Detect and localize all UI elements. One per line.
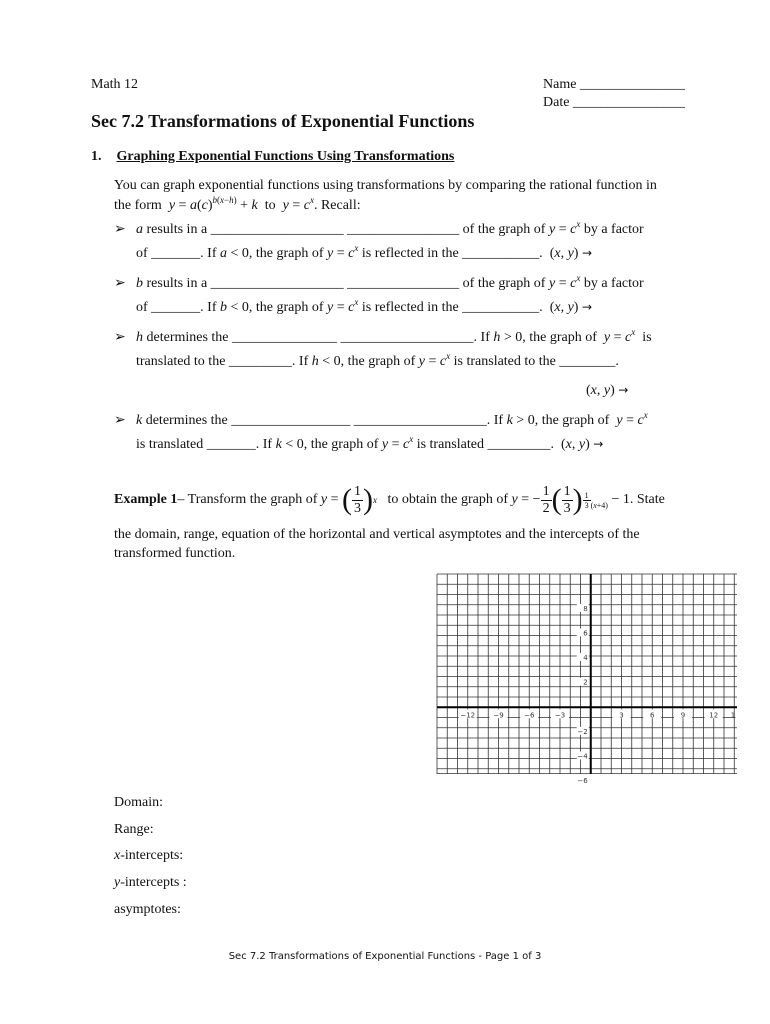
y-tick-label: 8	[583, 604, 588, 613]
x-tick-label: −3	[554, 711, 566, 720]
y-tick-label: −2	[577, 727, 588, 736]
bullet-b-marker: ➢	[114, 276, 126, 291]
example-line-2: the domain, range, equation of the horizontal and vertical asymptotes and the intercepts of the	[114, 527, 640, 542]
bullet-h-line-1: h determines the _______________ ___________________. If h > 0, the graph of $y = c^x$ is	[136, 327, 652, 345]
arrow-icon: →	[581, 246, 593, 260]
bullet-a-line-2: of _______. If a < 0, the graph of $y = c^x$ is reflected in the ___________. (x, y) →	[136, 243, 593, 261]
section-1-heading	[91, 149, 454, 165]
x-tick-label-bg	[736, 709, 754, 718]
domain-label: Domain:	[114, 795, 163, 810]
bullet-h-line-2: translated to the _________. If h < 0, the graph of $y = c^x$ is translated to the ________.	[136, 351, 619, 369]
y-tick-label: 6	[583, 629, 588, 638]
arrow-icon: →	[593, 437, 604, 451]
fraction-one-half: $\frac{1}{2}$	[542, 483, 550, 516]
x-tick-label: 3	[619, 711, 624, 720]
y-tick-label: −4	[577, 752, 588, 761]
example-1-statement: Example 1 – Transform the graph of y = ( $\frac{1}{3}$ ) x to obtain the graph of y = − $\frac{1}{2}$ ( $\frac{1}{3}$ ) $\frac{1}{3}$ (x+4) − 1. State	[114, 483, 665, 516]
y-tick-label: −6	[577, 777, 588, 786]
bullet-k-line-2: is translated _______. If k < 0, the graph of $y = c^x$ is translated _________. (x, y) →	[136, 434, 604, 452]
y-tick-label: 4	[583, 654, 588, 663]
name-field[interactable]: Name _______________	[543, 77, 685, 92]
x-intercepts-label: x-intercepts:	[114, 848, 184, 863]
course-name: Math 12	[91, 77, 139, 92]
y-tick-label: 2	[583, 678, 588, 687]
bullet-h-marker: ➢	[114, 330, 126, 345]
y-tick-labels	[577, 604, 589, 785]
range-label: Range:	[114, 822, 154, 837]
asymptotes-label: asymptotes:	[114, 902, 181, 917]
section-heading-text: Graphing Exponential Functions Using Transformations	[116, 149, 455, 164]
bullet-a-line-1: a results in a ___________________ ________________ of the graph of $y = c^x$ by a factor	[136, 219, 644, 237]
arrow-icon: →	[581, 300, 593, 314]
y-intercepts-label: y-intercepts :	[114, 875, 187, 890]
x-tick-label: −12	[460, 711, 476, 720]
fraction-one-third-b: $\frac{1}{3}$	[563, 483, 571, 516]
x-tick-label: −9	[493, 711, 504, 720]
x-tick-label: 1	[730, 711, 736, 720]
bullet-a-marker: ➢	[114, 222, 126, 237]
bullet-b-line-1: b results in a ___________________ ________________ of the graph of $y = c^x$ by a factor	[136, 273, 644, 291]
bullet-h-mapping: (x, y) →	[586, 383, 629, 398]
section-number: 1.	[91, 149, 102, 164]
page-footer: Sec 7.2 Transformations of Exponential Functions - Page 1 of 3	[228, 951, 542, 962]
x-tick-label: −6	[524, 711, 535, 720]
x-tick-label: 6	[650, 711, 655, 720]
example-label: Example 1	[114, 492, 178, 507]
example-line-3: transformed function.	[114, 546, 236, 561]
fraction-one-third: $\frac{1}{3}$	[354, 483, 362, 516]
bullet-k-marker: ➢	[114, 413, 126, 428]
intro-line-2: the form $y = a(c)^{b(x-h)} + k$ to $y = c^x$. Recall:	[114, 195, 361, 213]
coordinate-grid[interactable]	[437, 574, 737, 786]
page-title: Sec 7.2 Transformations of Exponential Functions	[91, 111, 475, 131]
arrow-icon: →	[618, 383, 629, 397]
intro-line-1: You can graph exponential functions using transformations by comparing the rational function in	[114, 178, 657, 193]
bullet-b-line-2: of _______. If b < 0, the graph of $y = c^x$ is reflected in the ___________. (x, y) →	[136, 297, 593, 315]
x-tick-label: 9	[680, 711, 686, 720]
x-tick-label: 12	[709, 711, 719, 720]
date-field[interactable]: Date ________________	[543, 95, 685, 110]
bullet-k-line-1: k determines the _________________ ___________________. If k > 0, the graph of $y = c^x$	[136, 410, 648, 428]
